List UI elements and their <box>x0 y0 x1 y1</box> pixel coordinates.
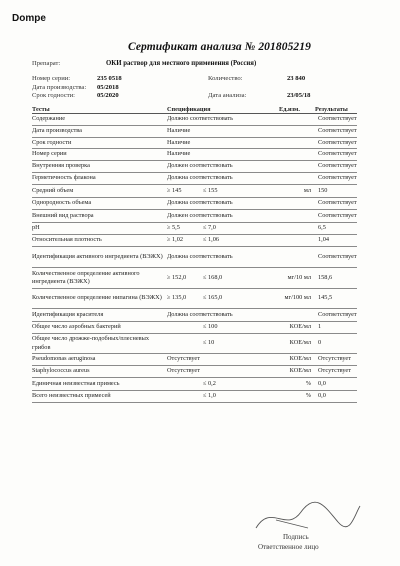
mfg-date-label: Дата производства: <box>32 84 87 91</box>
table-row <box>32 138 357 149</box>
analysis-date-label: Дата анализа: <box>208 92 247 99</box>
specification <box>167 126 279 138</box>
table-row <box>32 391 357 403</box>
header-results: Результаты <box>315 105 357 114</box>
unit <box>279 247 315 268</box>
result: Соответствует <box>315 138 357 149</box>
table-row <box>32 268 357 289</box>
unit <box>279 309 315 322</box>
result: Отсутствует <box>315 354 357 366</box>
unit: % <box>279 391 315 403</box>
specification <box>167 289 279 309</box>
table-header-row <box>32 105 357 114</box>
lot-label: Номер серии: <box>32 75 71 82</box>
result: 6,5 <box>315 223 357 235</box>
specification <box>167 185 279 198</box>
result: Соответствует <box>315 114 357 126</box>
spec-low: ≥ 145 <box>167 186 182 194</box>
expiry-label: Срок годности: <box>32 92 76 99</box>
test-name: Срок годности <box>32 138 167 149</box>
mfg-date-value: 05/2018 <box>97 84 119 91</box>
result: 0,0 <box>315 378 357 391</box>
spec-low: ≥ 152,0 <box>167 273 187 281</box>
specification <box>167 322 279 334</box>
spec-low: Наличие <box>167 138 191 146</box>
spec-high: ≤ 155 <box>203 186 218 194</box>
specification <box>167 309 279 322</box>
table-row <box>32 247 357 268</box>
spec-low: Должна соответствовать <box>167 252 233 260</box>
table-row <box>32 366 357 378</box>
specification <box>167 354 279 366</box>
specification <box>167 366 279 378</box>
test-name: Герметичность флакона <box>32 173 167 185</box>
test-name: Количественное определение нипагина (ВЭЖХ) <box>32 289 167 309</box>
result: Соответствует <box>315 149 357 161</box>
test-name: Общее число аэробных бактерий <box>32 322 167 334</box>
unit <box>279 235 315 247</box>
result: 1,04 <box>315 235 357 247</box>
result: Соответствует <box>315 247 357 268</box>
spec-low: Должна соответствовать <box>167 174 233 182</box>
responsible-person-label: Ответственное лицо <box>258 543 319 551</box>
test-name: Staphylococcus aureus <box>32 366 167 378</box>
certificate-title: Сертификат анализа № 201805219 <box>128 41 311 53</box>
result: Соответствует <box>315 173 357 185</box>
table-row <box>32 289 357 309</box>
handwritten-signature <box>246 498 366 538</box>
quantity-value: 23 840 <box>287 75 306 82</box>
spec-high: ≤ 0,2 <box>203 379 216 387</box>
result: Соответствует <box>315 198 357 210</box>
unit: КОЕ/мл <box>279 322 315 334</box>
test-name: Однородность объема <box>32 198 167 210</box>
spec-low: Должна соответствовать <box>167 199 233 207</box>
expiry-value: 05/2020 <box>97 92 119 99</box>
specification <box>167 173 279 185</box>
specification <box>167 334 279 354</box>
table-row <box>32 126 357 138</box>
unit <box>279 149 315 161</box>
spec-low: Должна соответствовать <box>167 310 233 318</box>
unit: КОЕ/мл <box>279 366 315 378</box>
unit: мг/10 мл <box>279 268 315 289</box>
test-name: Внутренняя проверка <box>32 161 167 173</box>
lot-value: 235 0518 <box>97 75 122 82</box>
unit: мл <box>279 185 315 198</box>
specification <box>167 210 279 223</box>
table-row <box>32 354 357 366</box>
test-name: Относительная плотность <box>32 235 167 247</box>
table-row <box>32 161 357 173</box>
company-name: Dompe <box>12 13 46 24</box>
preparation-label: Препарат: <box>32 60 61 67</box>
table-row <box>32 210 357 223</box>
signature-label: Подпись <box>283 533 309 541</box>
result: Соответствует <box>315 309 357 322</box>
spec-high: ≤ 100 <box>203 323 218 331</box>
test-name: Pseudomonas aeruginosa <box>32 354 167 366</box>
test-name: Средний объем <box>32 185 167 198</box>
unit: % <box>279 378 315 391</box>
spec-high: ≤ 1,06 <box>203 236 220 244</box>
unit <box>279 126 315 138</box>
unit <box>279 210 315 223</box>
table-row <box>32 223 357 235</box>
unit: КОЕ/мл <box>279 354 315 366</box>
test-name: Идентификация активного ингредиента (ВЭЖХ) <box>32 247 167 268</box>
spec-low: Должен соответствовать <box>167 162 233 170</box>
header-unit: Ед.изм. <box>279 105 315 114</box>
table-row <box>32 235 357 247</box>
unit <box>279 114 315 126</box>
header-spec: Спецификация <box>167 105 279 114</box>
test-name: Количественное определение активного ингредиента (ВЭЖХ) <box>32 268 167 289</box>
spec-high: ≤ 165,0 <box>203 294 223 302</box>
table-row <box>32 309 357 322</box>
spec-high: ≤ 168,0 <box>203 273 223 281</box>
spec-low: ≥ 135,0 <box>167 294 187 302</box>
result: 0,0 <box>315 391 357 403</box>
specification <box>167 161 279 173</box>
specification <box>167 138 279 149</box>
table-row <box>32 149 357 161</box>
table-row <box>32 378 357 391</box>
spec-low: ≥ 1,02 <box>167 236 184 244</box>
table-row <box>32 334 357 354</box>
test-name: Единичная неизвестная примесь <box>32 378 167 391</box>
result: Отсутствует <box>315 366 357 378</box>
test-name: Внешний вид раствора <box>32 210 167 223</box>
spec-low: Отсутствует <box>167 367 200 375</box>
table-row <box>32 322 357 334</box>
test-name: Номер серии <box>32 149 167 161</box>
test-name: pH <box>32 223 167 235</box>
unit <box>279 138 315 149</box>
result: Соответствует <box>315 161 357 173</box>
result: 158,6 <box>315 268 357 289</box>
specification <box>167 149 279 161</box>
result: Соответствует <box>315 210 357 223</box>
unit <box>279 161 315 173</box>
test-name: Содержание <box>32 114 167 126</box>
test-name: Общее число дрожже-подобных/плесневых грибов <box>32 334 167 354</box>
specification <box>167 223 279 235</box>
result: Соответствует <box>315 126 357 138</box>
unit <box>279 173 315 185</box>
specification <box>167 247 279 268</box>
spec-high: ≤ 7,0 <box>203 224 216 232</box>
specification <box>167 378 279 391</box>
specification <box>167 198 279 210</box>
table-row <box>32 173 357 185</box>
test-name: Всего неизвестных примесей <box>32 391 167 403</box>
specification <box>167 114 279 126</box>
specification <box>167 391 279 403</box>
spec-high: ≤ 10 <box>203 339 215 347</box>
table-row <box>32 185 357 198</box>
result: 1 <box>315 322 357 334</box>
spec-low: Должен соответствовать <box>167 211 233 219</box>
spec-low: ≥ 5,5 <box>167 224 180 232</box>
header-tests: Тесты <box>32 105 167 114</box>
unit: КОЕ/мл <box>279 334 315 354</box>
unit: мг/100 мл <box>279 289 315 309</box>
unit <box>279 223 315 235</box>
test-name: Дата производства <box>32 126 167 138</box>
spec-high: ≤ 1,0 <box>203 392 216 400</box>
specification <box>167 268 279 289</box>
result: 0 <box>315 334 357 354</box>
spec-low: Наличие <box>167 127 191 135</box>
specification <box>167 235 279 247</box>
spec-low: Наличие <box>167 150 191 158</box>
table-row <box>32 114 357 126</box>
preparation-value: ОКИ раствор для местного применения (Россия) <box>106 60 257 67</box>
result: 150 <box>315 185 357 198</box>
table-row <box>32 198 357 210</box>
spec-low: Должно соответствовать <box>167 115 234 123</box>
analysis-date-value: 23/05/18 <box>287 92 311 99</box>
result: 145,5 <box>315 289 357 309</box>
unit <box>279 198 315 210</box>
test-name: Идентификация красителя <box>32 309 167 322</box>
spec-low: Отсутствует <box>167 355 200 363</box>
quantity-label: Количество: <box>208 75 243 82</box>
analysis-table <box>32 105 357 403</box>
